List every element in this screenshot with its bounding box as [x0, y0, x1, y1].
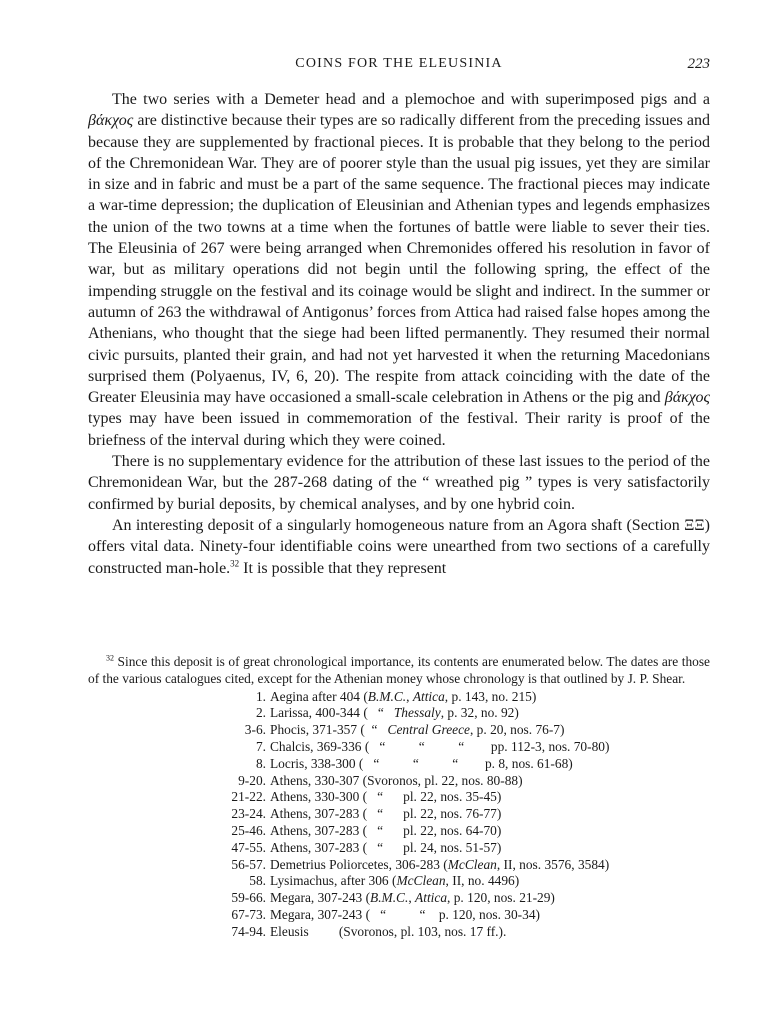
deposit-list-item	[88, 739, 710, 756]
item-number: 9-20.	[238, 772, 266, 788]
item-number: 1.	[255, 688, 266, 704]
item-description: Locris, 338-300 ( “ “ “ p. 8, nos. 61-68)	[270, 755, 573, 771]
page-number: 223	[687, 56, 710, 72]
page-header	[88, 56, 710, 78]
item-number: 23-24.	[231, 806, 266, 822]
paragraph-2: There is no supplementary evidence for the attribution of these last issues to the period of the Chremonidean War, but the 287-268 dating of the “ wreathed pig ” types is very satisfactorily confirmed by burial deposits, by chemical analyses, and by one hybrid coin.	[88, 453, 710, 513]
paragraph-1: The two series with a Demeter head and a plemochoe and with superimposed pigs and a βάκχος are distinctive because their types are so radically different from the preceding issues and because they are supplemented by fractional pieces. It is probable that they belong to the period of the Chremonidean War. They are of poorer style than the usual pig issues, yet they are similar in size and in fabric and must be a part of the same sequence. The fractional pieces may indicate a war-time depression; the duplication of Eleusinian and Athenian types and legends emphasizes the union of the two towns at a time when the fortunes of battle were liable to sever their ties. The Eleusinia of 267 were being arranged when Chremonides offered his resolution in favor of war, but as military operations did not begin until the following spring, the effect of the impending struggle on the festival and its coinage would be slight and indirect. In the summer or autumn of 263 the withdrawal of Antigonus’ forces from Attica had raised false hopes among the Athenians, who thought that the siege had been lifted permanently. They resumed their normal civic pursuits, planted their grain, and had not yet harvested it when the returning Macedonians surprised them (Polyaenus, IV, 6, 20). The respite from attack coinciding with the date of the Greater Eleusinia may have occasioned a small-scale celebration in Athens or the pig and βάκχος types may have been issued in commemoration of the festival. Their rarity is proof of the briefness of the interval during which they were coined.	[88, 91, 710, 449]
deposit-list-item	[88, 789, 710, 806]
item-number: 74-94.	[231, 923, 266, 939]
item-description: Athens, 330-300 ( “ pl. 22, nos. 35-45)	[270, 789, 502, 805]
deposit-list-item	[88, 773, 710, 790]
item-number: 59-66.	[231, 890, 266, 906]
deposit-list	[88, 689, 710, 941]
item-number: 8.	[255, 755, 266, 771]
item-description: Larissa, 400-344 ( “ Thessaly, p. 32, no. 92)	[270, 705, 519, 721]
item-number: 25-46.	[231, 822, 266, 838]
item-description: Eleusis (Svoronos, pl. 103, nos. 17 ff.).	[270, 923, 507, 939]
deposit-list-item	[88, 873, 710, 890]
deposit-list-item	[88, 924, 710, 941]
item-description: Megara, 307-243 ( “ “ p. 120, nos. 30-34)	[270, 906, 540, 922]
item-number: 21-22.	[231, 789, 266, 805]
item-description: Athens, 307-283 ( “ pl. 24, nos. 51-57)	[270, 839, 502, 855]
deposit-list-item	[88, 756, 710, 773]
footnote-marker: 32	[106, 653, 114, 663]
item-description: Megara, 307-243 (B.M.C., Attica, p. 120, nos. 21-29)	[270, 890, 555, 906]
greek-word: βάκχος	[664, 389, 710, 407]
deposit-list-item	[88, 823, 710, 840]
deposit-list-item	[88, 689, 710, 706]
deposit-list-item	[88, 840, 710, 857]
greek-word: βάκχος	[88, 112, 134, 130]
item-number: 47-55.	[231, 839, 266, 855]
item-description: Athens, 307-283 ( “ pl. 22, nos. 64-70)	[270, 822, 502, 838]
item-number: 56-57.	[231, 856, 266, 872]
item-number: 3-6.	[244, 722, 266, 738]
body-text	[88, 89, 710, 579]
deposit-list-item	[88, 907, 710, 924]
item-description: Aegina after 404 (B.M.C., Attica, p. 143, no. 215)	[270, 688, 537, 704]
footnote-reference: 32	[230, 558, 240, 569]
item-description: Athens, 307-283 ( “ pl. 22, nos. 76-77)	[270, 806, 502, 822]
deposit-list-item	[88, 890, 710, 907]
paragraph-3: An interesting deposit of a singularly homogeneous nature from an Agora shaft (Section ΞΞ) offers vital data. Ninety-four identifiable coins were unearthed from two sections of a carefully constructed man-hole.$^{32}$ It is possible that they represent	[88, 516, 710, 577]
item-description: Chalcis, 369-336 ( “ “ “ pp. 112-3, nos. 70-80)	[270, 738, 610, 754]
deposit-list-item	[88, 722, 710, 739]
item-number: 67-73.	[231, 906, 266, 922]
item-description: Lysimachus, after 306 (McClean, II, no. 4496)	[270, 873, 520, 889]
item-number: 2.	[255, 705, 266, 721]
item-description: Phocis, 371-357 ( “ Central Greece, p. 20, nos. 76-7)	[270, 722, 565, 738]
footnote	[88, 654, 710, 941]
item-number: 58.	[249, 873, 266, 889]
item-description: Demetrius Poliorcetes, 306-283 (McClean, II, nos. 3576, 3584)	[270, 856, 610, 872]
running-title: COINS FOR THE ELEUSINIA	[295, 56, 503, 71]
item-description: Athens, 330-307 (Svoronos, pl. 22, nos. 80-88)	[270, 772, 523, 788]
item-number: 7.	[255, 738, 266, 754]
deposit-list-item	[88, 806, 710, 823]
deposit-list-item	[88, 857, 710, 874]
footnote-text: $^{32}$ Since this deposit is of great chronological importance, its contents are enumerated below. The dates are those of the various catalogues cited, except for the Athenian money whose chronology is that outlined by J. P. Shear.	[88, 653, 710, 686]
deposit-list-item	[88, 705, 710, 722]
